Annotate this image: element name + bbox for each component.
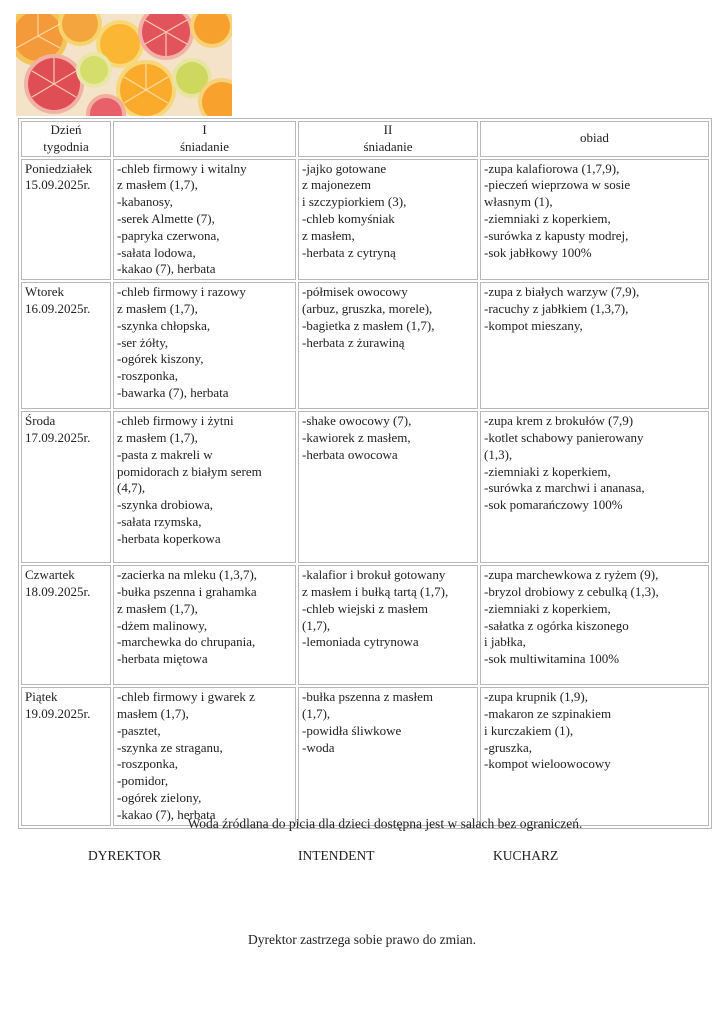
table-row <box>21 282 709 409</box>
table-row <box>21 565 709 685</box>
changes-note: Dyrektor zastrzega sobie prawo do zmian. <box>248 932 476 947</box>
table-row <box>21 159 709 281</box>
table-row <box>21 411 709 563</box>
water-note: Woda źródlana do picia dla dzieci dostępna jest w salach bez ograniczeń. <box>187 816 583 831</box>
signature-director: DYREKTOR <box>88 848 162 863</box>
breakfast-1-cell: -chleb firmowy i razowy z masłem (1,7), -szynka chłopska, -ser żółty, -ogórek kiszony, -roszponka, -bawarka (7), herbata <box>113 282 296 409</box>
signature-intendent: INTENDENT <box>298 848 375 863</box>
lunch-cell: -zupa z białych warzyw (7,9), -racuchy z jabłkiem (1,3,7), -kompot mieszany, <box>480 282 709 409</box>
lunch-cell: -zupa kalafiorowa (1,7,9), -pieczeń wieprzowa w sosie własnym (1), -ziemniaki z koperkiem, -surówka z kapusty modrej, -sok jabłkowy 100% <box>480 159 709 281</box>
breakfast-2-cell: -jajko gotowane z majonezem i szczypiorkiem (3), -chleb komyśniak z masłem, -herbata z cytryną <box>298 159 478 281</box>
header-lunch: obiad <box>480 121 709 157</box>
day-cell: Poniedziałek 15.09.2025r. <box>21 159 111 281</box>
breakfast-2-cell: -shake owocowy (7), -kawiorek z masłem, -herbata owocowa <box>298 411 478 563</box>
weekly-menu-table <box>18 118 712 829</box>
header-breakfast-2: II śniadanie <box>298 121 478 157</box>
breakfast-2-cell: -bułka pszenna z masłem (1,7), -powidła śliwkowe -woda <box>298 687 478 825</box>
breakfast-1-cell: -chleb firmowy i żytni z masłem (1,7), -pasta z makreli w pomidorach z białym serem (4,7), -szynka drobiowa, -sałata rzymska, -herbata koperkowa <box>113 411 296 563</box>
day-cell: Piątek 19.09.2025r. <box>21 687 111 825</box>
breakfast-2-cell: -półmisek owocowy (arbuz, gruszka, morele), -bagietka z masłem (1,7), -herbata z żurawiną <box>298 282 478 409</box>
lunch-cell: -zupa krem z brokułów (7,9) -kotlet schabowy panierowany (1,3), -ziemniaki z koperkiem, -surówka z marchwi i ananasa, -sok pomarańczowy 100% <box>480 411 709 563</box>
breakfast-1-cell: -chleb firmowy i gwarek z masłem (1,7), -pasztet, -szynka ze straganu, -roszponka, -pomidor, -ogórek zielony, -kakao (7), herbata <box>113 687 296 825</box>
breakfast-1-cell: -zacierka na mleku (1,3,7), -bułka pszenna i grahamka z masłem (1,7), -dżem malinowy, -marchewka do chrupania, -herbata miętowa <box>113 565 296 685</box>
citrus-fruit-photo <box>16 14 232 116</box>
breakfast-1-cell: -chleb firmowy i witalny z masłem (1,7), -kabanosy, -serek Almette (7), -papryka czerwona, -sałata lodowa, -kakao (7), herbata <box>113 159 296 281</box>
lunch-cell: -zupa marchewkowa z ryżem (9), -bryzol drobiowy z cebulką (1,3), -ziemniaki z koperkiem, -sałatka z ogórka kiszonego i jabłka, -sok multiwitamina 100% <box>480 565 709 685</box>
signature-chef: KUCHARZ <box>493 848 559 863</box>
breakfast-2-cell: -kalafior i brokuł gotowany z masłem i bułką tartą (1,7), -chleb wiejski z masłem (1,7), -lemoniada cytrynowa <box>298 565 478 685</box>
day-cell: Środa 17.09.2025r. <box>21 411 111 563</box>
header-breakfast-1: I śniadanie <box>113 121 296 157</box>
table-header-row <box>21 121 709 157</box>
table-row <box>21 687 709 825</box>
day-cell: Wtorek 16.09.2025r. <box>21 282 111 409</box>
header-day: Dzień tygodnia <box>21 121 111 157</box>
day-cell: Czwartek 18.09.2025r. <box>21 565 111 685</box>
lunch-cell: -zupa krupnik (1,9), -makaron ze szpinakiem i kurczakiem (1), -gruszka, -kompot wieloowocowy <box>480 687 709 825</box>
